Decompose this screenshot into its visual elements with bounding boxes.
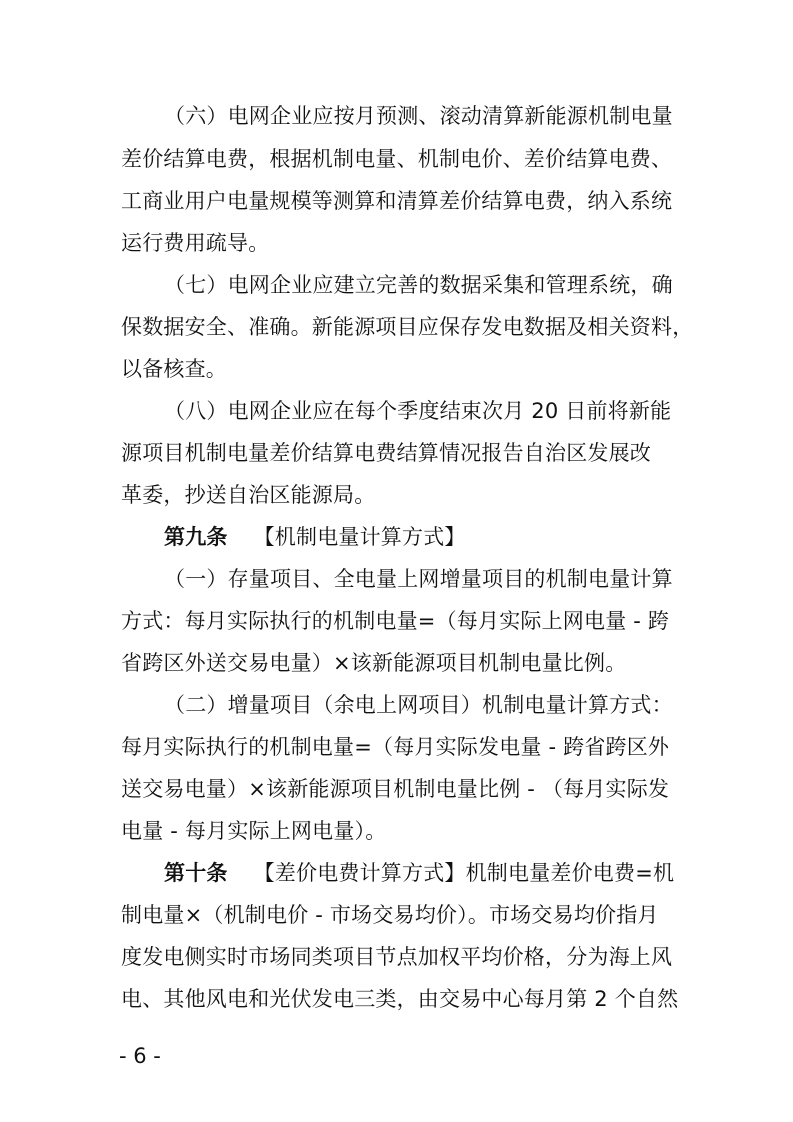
paragraph-line: 度发电侧实时市场同类项目节点加权平均价格，分为海上风 bbox=[121, 945, 673, 969]
paragraph-line: 工商业用户电量规模等测算和清算差价结算电费，纳入系统 bbox=[121, 189, 673, 213]
paragraph-line: 电、其他风电和光伏发电三类，由交易中心每月第 2 个自然 bbox=[121, 987, 679, 1011]
article-heading-line bbox=[164, 524, 466, 550]
article-number: 第十条 bbox=[164, 861, 228, 885]
paragraph-line: （二）增量项目（余电上网项目）机制电量计算方式： bbox=[164, 693, 673, 717]
paragraph-line: 送交易电量）×该新能源项目机制电量比例 - （每月实际发 bbox=[121, 777, 670, 801]
paragraph-line: 源项目机制电量差价结算电费结算情况报告自治区发展改 bbox=[121, 441, 651, 465]
article-number: 第九条 bbox=[164, 525, 228, 549]
paragraph-line: 制电量×（机制电价 - 市场交易均价）。市场交易均价指月 bbox=[121, 903, 659, 927]
paragraph-line: 省跨区外送交易电量）×该新能源项目机制电量比例。 bbox=[121, 651, 627, 675]
paragraph-line: （八）电网企业应在每个季度结束次月 20 日前将新能 bbox=[164, 399, 672, 423]
paragraph-line: 差价结算电费，根据机制电量、机制电价、差价结算电费、 bbox=[121, 147, 673, 171]
article-title: 【机制电量计算方式】 bbox=[253, 525, 466, 549]
paragraph-line: （七）电网企业应建立完善的数据采集和管理系统，确 bbox=[164, 273, 673, 297]
paragraph-line: （六）电网企业应按月预测、滚动清算新能源机制电量 bbox=[164, 104, 673, 128]
paragraph-line: 方式：每月实际执行的机制电量=（每月实际上网电量 - 跨 bbox=[121, 609, 670, 633]
paragraph-line: （一）存量项目、全电量上网增量项目的机制电量计算 bbox=[164, 567, 673, 591]
paragraph-line: 每月实际执行的机制电量=（每月实际发电量 - 跨省跨区外 bbox=[121, 735, 670, 759]
page-number: - 6 - bbox=[119, 1044, 161, 1068]
paragraph-line: 电量 - 每月实际上网电量）。 bbox=[121, 819, 387, 843]
paragraph-line: 运行费用疏导。 bbox=[121, 231, 270, 255]
paragraph-line: 以备核查。 bbox=[121, 357, 227, 381]
paragraph-line: 保数据安全、准确。新能源项目应保存发电数据及相关资料， bbox=[121, 315, 694, 339]
article-heading-line bbox=[164, 860, 674, 886]
article-text: 【差价电费计算方式】机制电量差价电费=机 bbox=[253, 861, 675, 885]
paragraph-line: 革委，抄送自治区能源局。 bbox=[121, 483, 376, 507]
